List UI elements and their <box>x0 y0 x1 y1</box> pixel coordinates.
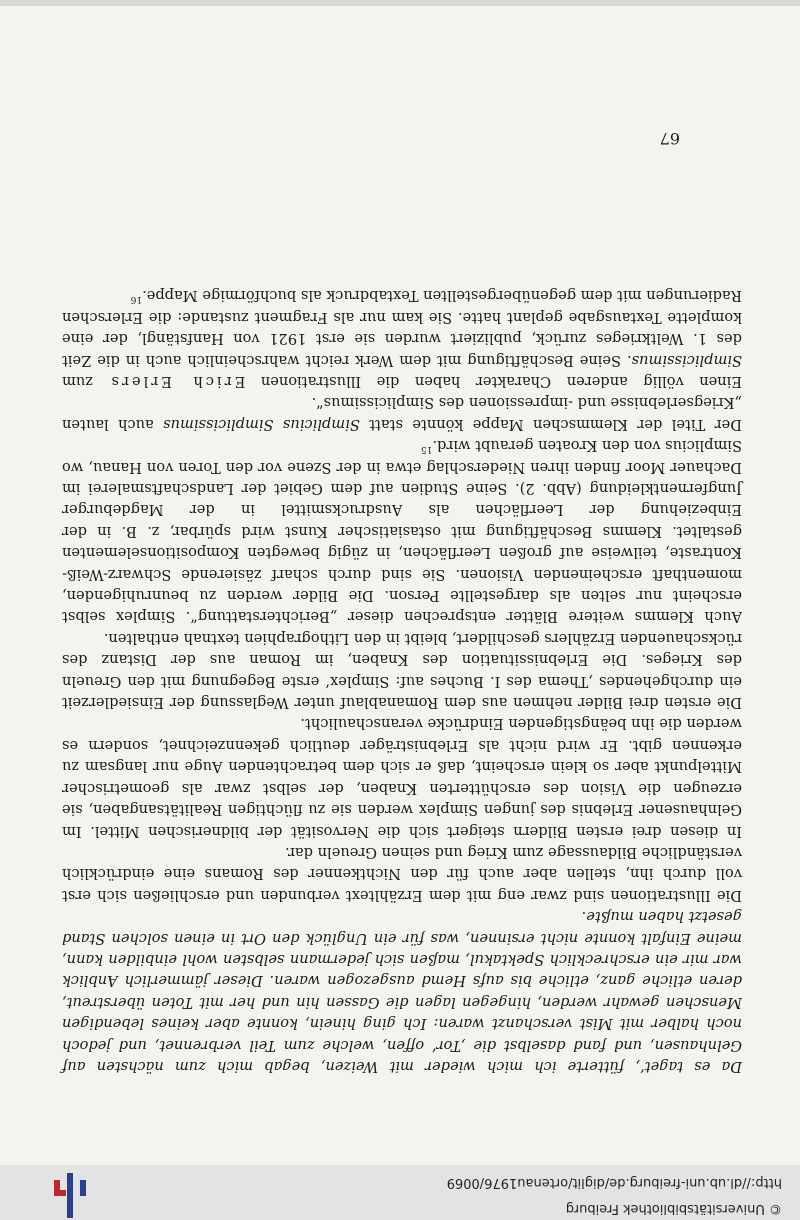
header-band <box>0 1165 800 1220</box>
paragraph-6 <box>62 392 742 435</box>
paragraph-6-title: Simplicius Simplicissimus <box>163 415 360 433</box>
paragraph-7 <box>62 285 742 392</box>
paragraph-6-text-a: Der Titel der Klemmschen Mappe könnte statt <box>359 415 742 433</box>
paragraph-6-text-c: auch lauten „Kriegserlebnisse und -impressionen des Simplicissimus“. <box>62 394 742 433</box>
quote-paragraph: Da es taget‘, fütterte ich mich wieder mit Weizen, begab mich zum nächsten auf Gelnhausen, und fand daselbst die ‚Tor‘ offen, welche zum Teil verbrennet, und jedoch noch halber mit Mist verschanzt waren: Ich ging hinein, konnte aber keines lebendigen Menschen gewahr werden, hingegen lagen die Gassen hin und her mit Toten überstreut, deren etliche ganz, etliche bis aufs Hemd ausgezogen waren. Dieser jämmerlich Anblick war mir ein erschrecklich Spektakul, maßen sich jedermann selbsten wohl einbilden kann, meine Einfalt konnte nicht ersinnen, was für ein Unglück den Ort in einen solchen Stand gesetzt haben mußte. <box>62 908 742 1075</box>
footnote-ref-16: 16 <box>130 294 143 305</box>
paragraph-5 <box>62 435 742 628</box>
paragraph-7-text-c: zum <box>62 373 109 390</box>
paragraph-7-text-a: Einen völlig anderen Charakter haben die Illustrationen <box>245 373 742 390</box>
bottom-strip <box>0 0 800 6</box>
footnote-ref-15: 15 <box>420 444 433 455</box>
source-url[interactable]: http://dl.ub.uni-freiburg.de/diglit/ortenau1976/0069 <box>446 1175 782 1190</box>
paragraph-4: Die ersten drei Bilder nehmen aus dem Romanablauf unter Weglassung der Einsiedlerzeit ein durchgehendes ‚Thema des I. Buches auf: Simplex‘ erste Begegnung mit den Greueln des Krieges. Die Erlebnissituation des Knaben, im Roman aus der Distanz des rückschauenden Erzählers geschildert, bleibt in den Lithographien textnah enthalten. <box>62 629 742 712</box>
body-text <box>62 285 742 1077</box>
copyright-text: © Universitätsbibliothek Freiburg <box>565 1201 782 1216</box>
page-number: 67 <box>659 129 680 148</box>
paragraph-7-text-e: . Seine Beschäftigung mit dem Werk reicht wahrscheinlich auch in die Zeit des 1. Weltkrieges zurück, publiziert wurden sie erst 1921 von Hanfstängl, der eine komplette Textausgabe geplant hatte. Sie kam nur als Fragment zustande: die Erlerschen Radierungen mit dem gegenübergestellten Textabdruck als buchförmige Mappe. <box>62 287 742 369</box>
paragraph-2: Die Illustrationen sind zwar eng mit dem Erzähltext verbunden und erschließen sich erst voll durch ihn, stellen aber auch für den Nichtkenner des Romans eine eindrücklich verständliche Bildaussage zum Krieg und seinen Greueln dar. <box>62 843 742 904</box>
ub-freiburg-logo <box>50 1173 90 1218</box>
paragraph-7-title: Simplicissimus <box>631 351 742 369</box>
paragraph-7-name: Erich Erlers <box>108 373 246 390</box>
paragraph-5-text: Auch Klemms weitere Blätter entsprechen dieser „Berichterstattung“. Simplex selbst erscheint nur selten als dargestellte Person. Die Bilder werden zu beunruhigenden, momenthaft erscheinenden Visionen. Sie sind durch scharf zäsierende Schwarz-Weiß-Kontraste, teilweise auf großen Leerflächen, in zügig bewegten Kompositionselementen gestaltet. Klemms Beschäftigung mit ostasiatischer Kunst wird spürbar, z. B. in der Einbeziehung der Leerflächen als Ausdrucksmittel in der Magdeburger Jungfernentkleidung (Abb. 2). Seine Studien auf dem Gebiet der Landschaftsmalerei im Dachauer Moor finden ihren Niederschlag etwa in der Szene vor den Toren von Hanau, wo Simplicius von den Kroaten geraubt wird. <box>62 437 742 626</box>
paragraph-3: In diesen drei ersten Bildern steigert sich die Nervosität der bildnerischen Mittel. Im Gelnhausener Erlebnis des jungen Simplex werden sie zu flüchtigen Realitätsangaben, sie erzeugen die Vision des erschütterten Knaben, der selbst zwar als geometrischer Mittelpunkt aber so klein erscheint, daß er sich dem betrachtenden Auge nur langsam zu erkennen gibt. Er wird nicht als Erlebnisträger deutlich gekennzeichnet, sondern es werden die ihn beängstigenden Eindrücke veranschaulicht. <box>62 715 742 840</box>
